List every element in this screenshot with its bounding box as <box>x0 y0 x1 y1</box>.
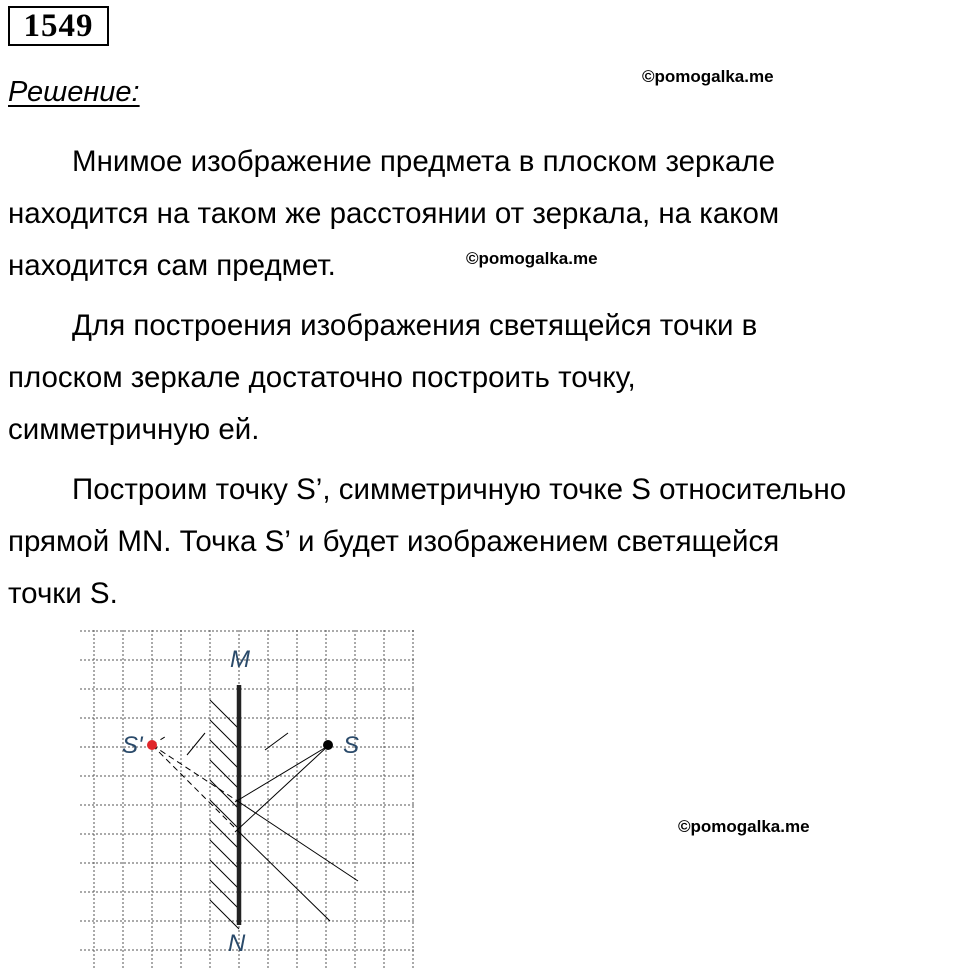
text-line: симметричную ей. <box>8 413 260 446</box>
paragraph-3 <box>8 464 958 620</box>
label-n: N <box>228 930 246 957</box>
solution-heading: Решение: <box>8 76 140 108</box>
text-line: Построим точку S’, симметричную точке S относительно <box>72 473 847 506</box>
grid <box>80 630 415 970</box>
text-line: Мнимое изображение предмета в плоском зеркале <box>72 145 776 178</box>
watermark: ©pomogalka.me <box>642 67 774 86</box>
label-m: M <box>230 646 250 673</box>
problem-number: 1549 <box>8 6 109 46</box>
mirror-hatching <box>210 700 239 929</box>
paragraph-1 <box>8 136 958 292</box>
label-s-prime: S' <box>122 732 143 759</box>
mirror-diagram <box>60 625 430 975</box>
text-line: плоском зеркале достаточно построить точку, <box>8 361 636 394</box>
watermark: ©pomogalka.me <box>466 249 598 268</box>
image-point <box>147 740 157 750</box>
paragraph-2 <box>8 300 958 456</box>
watermark: ©pomogalka.me <box>678 817 810 836</box>
construction-lines <box>152 733 358 921</box>
text-line: находится сам предмет. <box>8 249 336 282</box>
text-line: точки S. <box>8 577 118 610</box>
source-point <box>323 740 333 750</box>
text-line: Для построения изображения светящейся точки в <box>72 309 758 342</box>
text-line: находится на таком же расстоянии от зеркала, на каком <box>8 197 780 230</box>
label-s: S <box>343 732 360 759</box>
text-line: прямой MN. Точка S’ и будет изображением светящейся <box>8 525 780 558</box>
